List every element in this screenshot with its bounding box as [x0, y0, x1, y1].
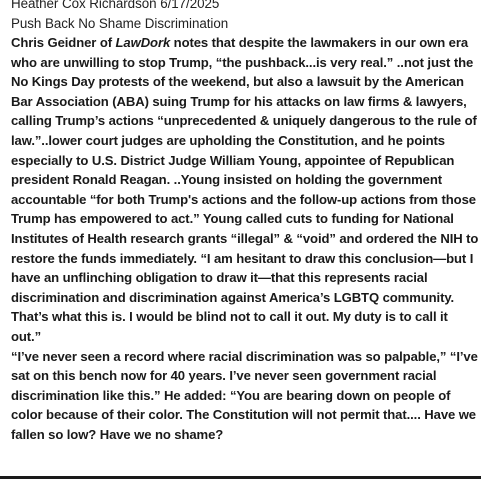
paragraph-1-rest: notes that despite the lawmakers in our own era who are unwilling to stop Trump, “the pushback...is very real.” ..not just the No Kings Day protests of the weekend, but also a lawsuit by the American Bar Association (ABA) suing Trump for his attacks on law firms & lawyers, calling Trump’s actions “unprecedented & uniquely dangerous to the rule of law.”..lower court judges are upholding the Constitution, and he points especially to U.S. District Judge William Young, appointee of Republican president Ronald Reagan. ..Young insisted on holding the government accountable “for both Trump's actions and the follow-up actions from those Trump has empowered to act.” Young called cuts to funding for National Institutes of Health research grants “illegal” & “void” and ordered the NIH to restore the funds immediately. “I am hesitant to draw this conclusion—but I have an unflinching obligation to draw it—that this represents racial discrimination and discrimination against America’s LGBTQ community. That’s what this is. I would be blind not to call it out. My duty is to call it out.” [11, 35, 479, 344]
document [11, 0, 479, 444]
paragraph-1 [11, 33, 479, 347]
byline: Heather Cox Richardson 6/17/2025 [11, 0, 220, 11]
publication-name: LawDork [115, 35, 171, 50]
article-body [11, 33, 479, 444]
paragraph-1-lead: Chris Geidner of [11, 35, 116, 50]
document-title: Push Back No Shame Discrimination [11, 15, 229, 31]
paragraph-2: “I’ve never seen a record where racial discrimination was so palpable,” “I’ve sat on this bench now for 40 years. I’ve never seen government racial discrimination like this.” He added: “You are bearing down on people of color because of their color. The Constitution will not permit that.... Have we fallen so low? Have we no shame? [11, 348, 478, 442]
